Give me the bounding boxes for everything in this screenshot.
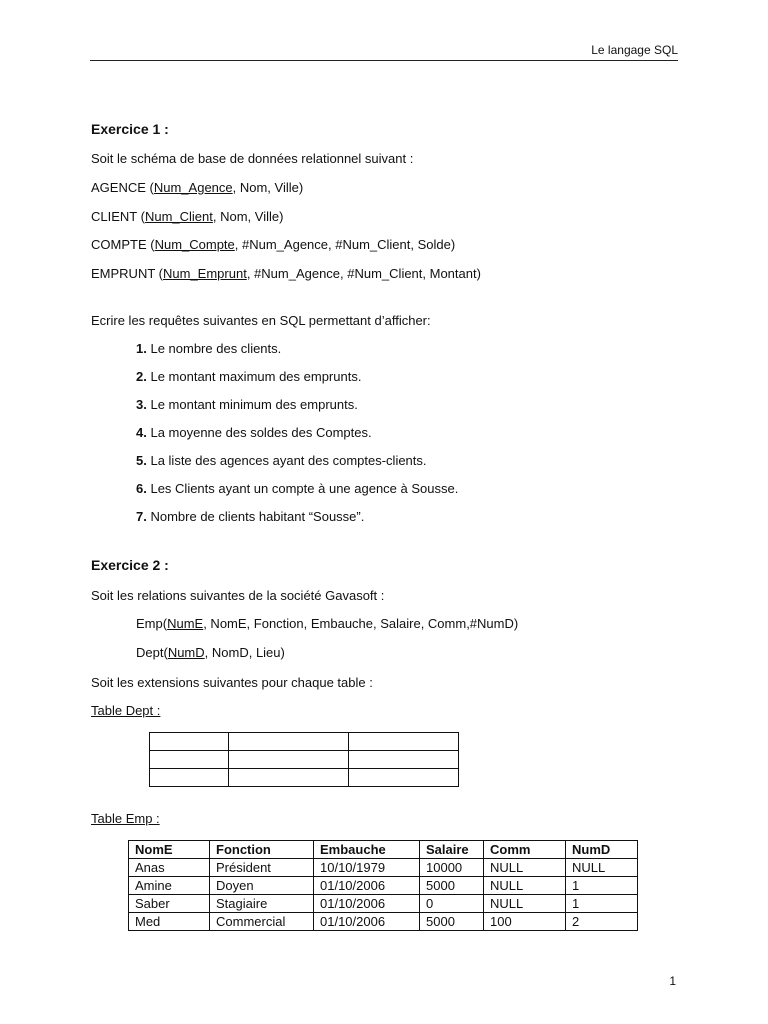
dept-table — [149, 732, 459, 787]
table-cell — [150, 733, 229, 751]
primary-key: Num_Compte — [154, 237, 235, 252]
question-number: 3. — [136, 397, 147, 412]
table-cell: Doyen — [210, 877, 314, 895]
exercise-1-prompt: Ecrire les requêtes suivantes en SQL permettant d’afficher: — [91, 313, 431, 328]
table-row — [129, 913, 638, 931]
table-cell: NULL — [566, 859, 638, 877]
relation-name: EMPRUNT — [91, 266, 156, 281]
question-number: 6. — [136, 481, 147, 496]
table-row — [129, 895, 638, 913]
table-cell — [150, 769, 229, 787]
relation-attributes: , #Num_Agence, #Num_Client, Solde) — [234, 237, 456, 252]
column-header-nome: NomE — [129, 841, 210, 859]
table-cell — [349, 769, 459, 787]
relation-attributes: , Nom, Ville) — [212, 209, 284, 224]
table-cell — [229, 733, 349, 751]
exercise-2-intro: Soit les relations suivantes de la société Gavasoft : — [91, 588, 385, 603]
table-dept-label: Table Dept : — [91, 703, 161, 718]
table-cell: 0 — [420, 895, 484, 913]
relation-name: Emp — [136, 616, 163, 631]
schema-line-agence: AGENCE (Num_Agence, Nom, Ville) — [91, 180, 304, 195]
table-cell — [349, 751, 459, 769]
column-header-comm: Comm — [484, 841, 566, 859]
table-cell: Med — [129, 913, 210, 931]
question-text: La liste des agences ayant des comptes-clients. — [150, 453, 427, 468]
primary-key: NumE — [167, 616, 204, 631]
table-cell: 5000 — [420, 877, 484, 895]
extensions-intro: Soit les extensions suivantes pour chaque table : — [91, 675, 373, 690]
table-cell: 2 — [566, 913, 638, 931]
table-row — [150, 769, 459, 787]
question-item — [136, 341, 281, 356]
question-number: 1. — [136, 341, 147, 356]
table-emp-label: Table Emp : — [91, 811, 160, 826]
question-text: Le montant maximum des emprunts. — [150, 369, 362, 384]
column-header-salaire: Salaire — [420, 841, 484, 859]
question-text: Les Clients ayant un compte à une agence à Sousse. — [150, 481, 459, 496]
relation-attributes: , NomE, Fonction, Embauche, Salaire, Comm,#NumD) — [203, 616, 519, 631]
relation-name: CLIENT — [91, 209, 137, 224]
relation-attributes: , NomD, Lieu) — [204, 645, 285, 660]
table-cell — [150, 751, 229, 769]
table-cell: 100 — [484, 913, 566, 931]
question-item — [136, 453, 427, 468]
relation-name: Dept — [136, 645, 164, 660]
exercise-1-intro: Soit le schéma de base de données relationnel suivant : — [91, 151, 414, 166]
table-cell — [229, 769, 349, 787]
table-cell: Président — [210, 859, 314, 877]
question-item — [136, 425, 372, 440]
header-rule — [90, 60, 678, 61]
relation-attributes: , Nom, Ville) — [232, 180, 304, 195]
primary-key: Num_Emprunt — [163, 266, 247, 281]
table-row — [129, 859, 638, 877]
table-row — [150, 733, 459, 751]
question-item — [136, 369, 361, 384]
relation-attributes: , #Num_Agence, #Num_Client, Montant) — [246, 266, 481, 281]
schema-line-compte: COMPTE (Num_Compte, #Num_Agence, #Num_Client, Solde) — [91, 237, 456, 252]
primary-key: NumD — [167, 645, 205, 660]
table-cell: Anas — [129, 859, 210, 877]
question-text: Nombre de clients habitant “Sousse”. — [150, 509, 365, 524]
table-cell: Stagiaire — [210, 895, 314, 913]
question-number: 7. — [136, 509, 147, 524]
table-row — [150, 751, 459, 769]
relation-name: COMPTE — [91, 237, 147, 252]
table-cell: NULL — [484, 895, 566, 913]
relation-line-dept: Dept(NumD, NomD, Lieu) — [136, 645, 285, 660]
relation-line-emp: Emp(NumE, NomE, Fonction, Embauche, Salaire, Comm,#NumD) — [136, 616, 519, 631]
page-number: 1 — [669, 974, 676, 988]
table-cell: 10/10/1979 — [314, 859, 420, 877]
table-cell: Commercial — [210, 913, 314, 931]
table-cell — [229, 751, 349, 769]
table-cell: Saber — [129, 895, 210, 913]
table-cell — [349, 733, 459, 751]
column-header-numd: NumD — [566, 841, 638, 859]
question-item — [136, 509, 364, 524]
table-cell: 10000 — [420, 859, 484, 877]
question-number: 5. — [136, 453, 147, 468]
column-header-embauche: Embauche — [314, 841, 420, 859]
question-number: 4. — [136, 425, 147, 440]
relation-name: AGENCE — [91, 180, 146, 195]
primary-key: Num_Agence — [153, 180, 233, 195]
table-cell: NULL — [484, 859, 566, 877]
table-cell: 01/10/2006 — [314, 913, 420, 931]
exercise-2-heading: Exercice 2 : — [91, 557, 169, 573]
emp-table — [128, 840, 638, 931]
table-cell: 01/10/2006 — [314, 895, 420, 913]
question-text: Le montant minimum des emprunts. — [150, 397, 358, 412]
question-item — [136, 481, 458, 496]
primary-key: Num_Client — [144, 209, 213, 224]
table-header-row — [129, 841, 638, 859]
table-cell: 5000 — [420, 913, 484, 931]
question-item — [136, 397, 358, 412]
schema-line-emprunt: EMPRUNT (Num_Emprunt, #Num_Agence, #Num_Client, Montant) — [91, 266, 481, 281]
question-number: 2. — [136, 369, 147, 384]
question-text: La moyenne des soldes des Comptes. — [150, 425, 372, 440]
table-cell: 1 — [566, 877, 638, 895]
table-cell: NULL — [484, 877, 566, 895]
schema-line-client: CLIENT (Num_Client, Nom, Ville) — [91, 209, 284, 224]
table-cell: 01/10/2006 — [314, 877, 420, 895]
question-text: Le nombre des clients. — [150, 341, 282, 356]
table-cell: 1 — [566, 895, 638, 913]
exercise-1-heading: Exercice 1 : — [91, 121, 169, 137]
column-header-fonction: Fonction — [210, 841, 314, 859]
table-row — [129, 877, 638, 895]
page-header-title: Le langage SQL — [591, 43, 678, 57]
table-cell: Amine — [129, 877, 210, 895]
